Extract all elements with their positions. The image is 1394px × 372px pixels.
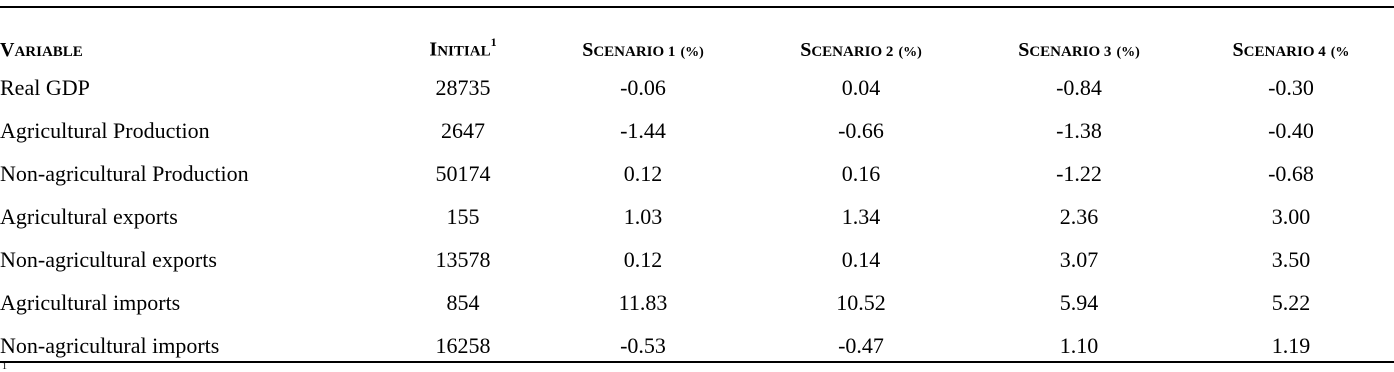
table-bottom-rule: [0, 361, 1394, 363]
table-top-rule: [0, 6, 1394, 8]
cell-variable: Agricultural Production: [0, 117, 210, 143]
cell-scenario-3: -1.22: [1056, 160, 1102, 186]
table-row: [0, 238, 1394, 281]
table-row: [0, 281, 1394, 324]
cell-scenario-4: -0.68: [1268, 160, 1314, 186]
table-row: [0, 66, 1394, 109]
cell-scenario-1: -0.06: [620, 74, 666, 100]
cell-scenario-1: 11.83: [618, 289, 668, 315]
header-scenario-4: SCENARIO 4 (%: [1232, 39, 1350, 61]
cell-variable: Non-agricultural Production: [0, 160, 249, 186]
header-variable: VARIABLE: [0, 39, 83, 61]
cell-scenario-1: 0.12: [623, 246, 663, 272]
header-scenario-1: SCENARIO 1 (%): [582, 39, 704, 61]
cell-variable: Non-agricultural imports: [0, 332, 220, 358]
cell-initial: 155: [446, 203, 480, 229]
cell-scenario-1: 0.12: [623, 160, 663, 186]
cell-scenario-4: 3.50: [1271, 246, 1311, 272]
cell-scenario-2: 10.52: [836, 289, 886, 315]
cell-scenario-2: -0.66: [838, 117, 884, 143]
table-body: [0, 66, 1394, 367]
cell-scenario-1: 1.03: [623, 203, 663, 229]
header-initial: INITIAL$^1$: [429, 35, 497, 61]
header-row: [0, 16, 1394, 66]
cell-initial: 50174: [435, 160, 491, 186]
cell-variable: Agricultural imports: [0, 289, 181, 315]
cell-variable: Agricultural exports: [0, 203, 178, 229]
cell-scenario-3: 5.94: [1059, 289, 1099, 315]
cell-scenario-3: 3.07: [1059, 246, 1099, 272]
cell-initial: 13578: [435, 246, 491, 272]
cell-scenario-1: -0.53: [620, 332, 666, 358]
cell-initial: 2647: [441, 117, 485, 143]
table-row: [0, 152, 1394, 195]
cell-initial: 16258: [435, 332, 491, 358]
cell-scenario-2: 1.34: [841, 203, 881, 229]
cell-variable: Non-agricultural exports: [0, 246, 217, 272]
cell-scenario-2: 0.04: [841, 74, 881, 100]
header-scenario-2: SCENARIO 2 (%): [800, 39, 922, 61]
cell-scenario-4: 3.00: [1271, 203, 1311, 229]
cell-scenario-2: -0.47: [838, 332, 884, 358]
cell-scenario-2: 0.16: [841, 160, 881, 186]
header-scenario-3: SCENARIO 3 (%): [1018, 39, 1140, 61]
header-initial-footnote-ref: 1: [490, 35, 497, 50]
footnote-marker: 1: [2, 361, 7, 372]
table-row: [0, 195, 1394, 238]
cell-scenario-4: 5.22: [1271, 289, 1311, 315]
cell-scenario-4: -0.30: [1268, 74, 1314, 100]
cell-scenario-3: 2.36: [1059, 203, 1099, 229]
cell-scenario-3: -0.84: [1056, 74, 1102, 100]
cell-scenario-2: 0.14: [841, 246, 881, 272]
cell-initial: 854: [446, 289, 480, 315]
cell-scenario-3: -1.38: [1056, 117, 1102, 143]
cell-scenario-3: 1.10: [1059, 332, 1099, 358]
table-header: [0, 16, 1394, 66]
results-table: [0, 16, 1394, 367]
table-row: [0, 109, 1394, 152]
cell-scenario-4: -0.40: [1268, 117, 1314, 143]
cell-scenario-4: 1.19: [1271, 332, 1311, 358]
cell-initial: 28735: [435, 74, 491, 100]
cell-variable: Real GDP: [0, 74, 90, 100]
cell-scenario-1: -1.44: [620, 117, 666, 143]
